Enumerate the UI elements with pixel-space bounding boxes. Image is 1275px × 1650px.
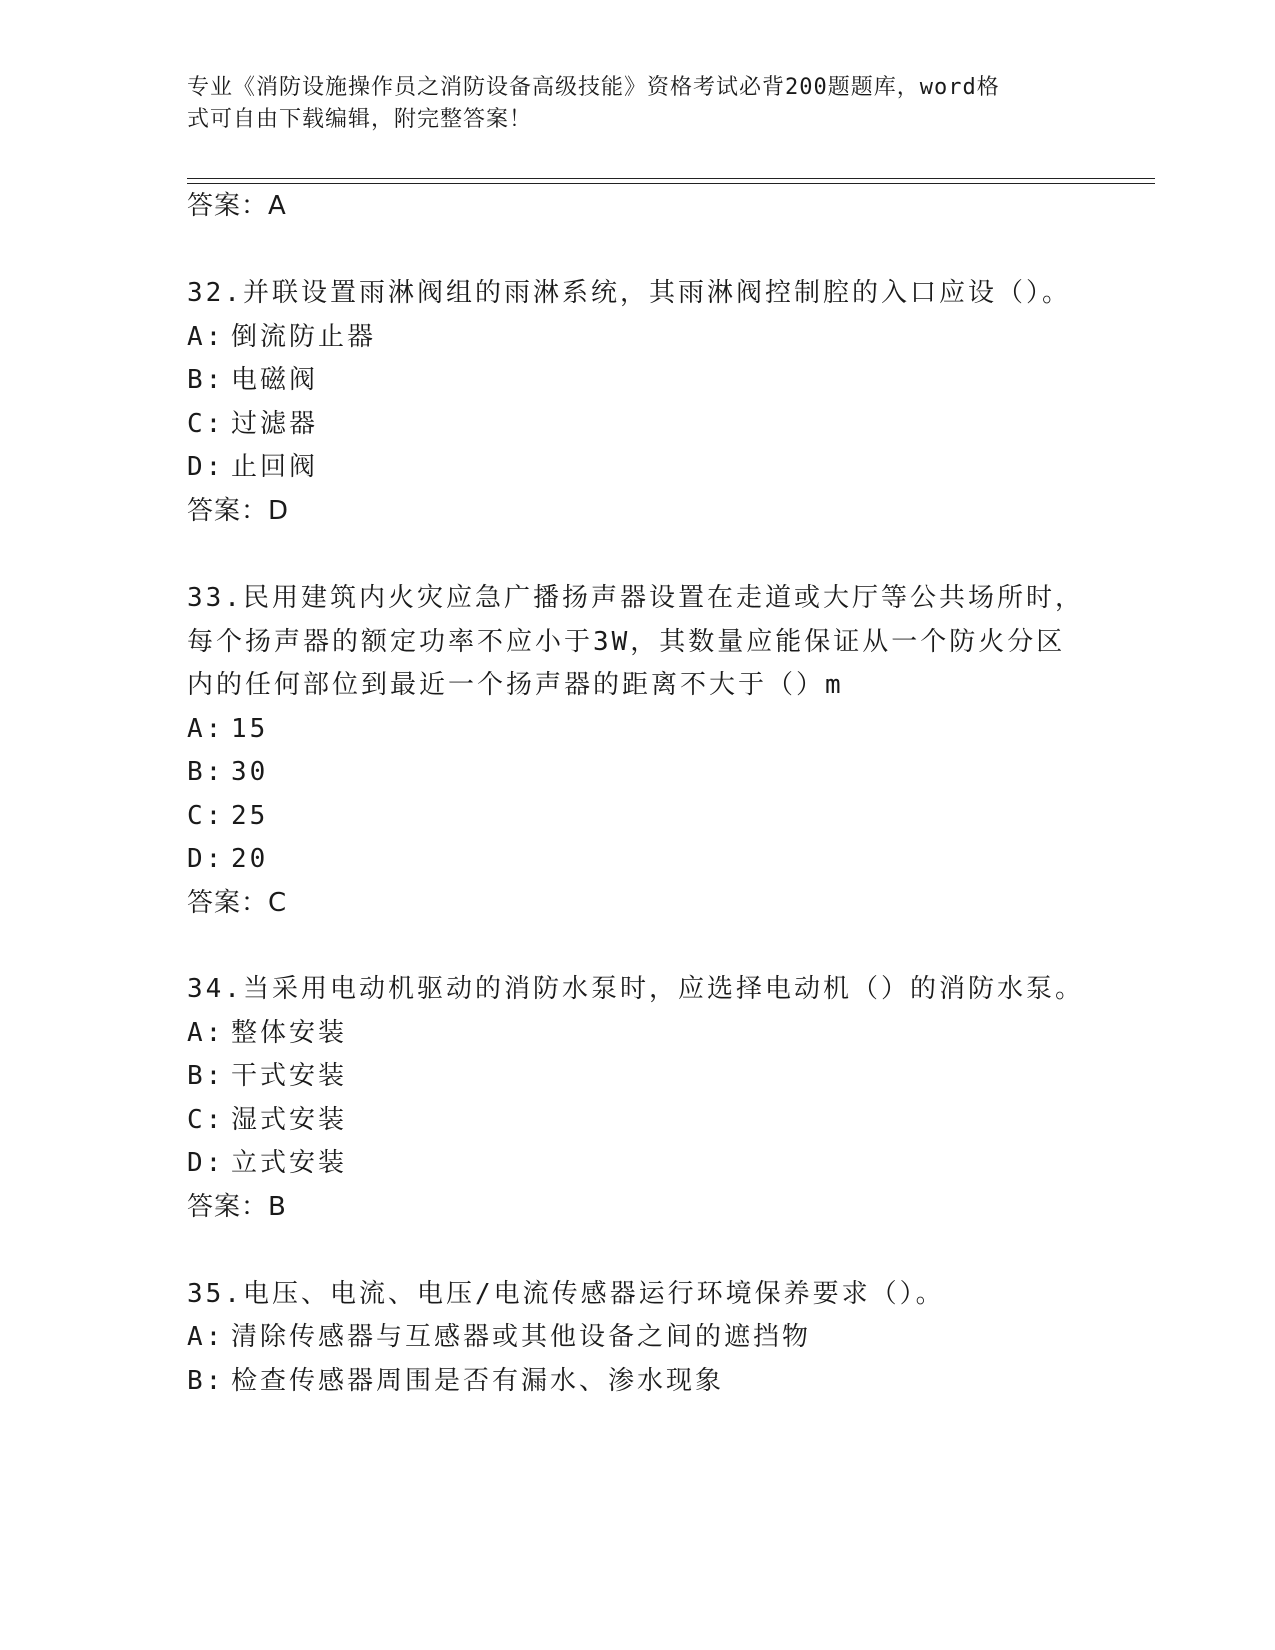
question-35-option-b [187, 1364, 724, 1398]
option-key: D: [187, 1148, 225, 1178]
option-text: 止回阀 [231, 452, 319, 482]
answer-33: 答案：C [187, 888, 288, 918]
option-key: B: [187, 1366, 225, 1396]
question-32-text: 32.并联设置雨淋阀组的雨淋系统，其雨淋阀控制腔的入口应设（）。 [187, 278, 1071, 308]
option-text: 30 [231, 757, 269, 787]
answer-34: 答案：B [187, 1192, 287, 1222]
option-key: B: [187, 757, 225, 787]
header-line-1: 专业《消防设施操作员之消防设备高级技能》资格考试必背200题题库，word格 [187, 75, 1000, 100]
option-text: 湿式安装 [231, 1105, 348, 1135]
option-text: 25 [231, 801, 269, 831]
question-35-option-a [187, 1320, 811, 1354]
option-text: 干式安装 [231, 1061, 348, 1091]
option-key: A: [187, 714, 225, 744]
option-key: C: [187, 801, 225, 831]
option-text: 20 [231, 844, 269, 874]
question-33-option-d [187, 842, 268, 876]
question-33-option-b [187, 755, 268, 789]
question-32-option-b [187, 363, 318, 397]
question-34-option-a [187, 1016, 347, 1050]
question-35-text: 35.电压、电流、电压/电流传感器运行环境保养要求（）。 [187, 1279, 945, 1309]
option-text: 检查传感器周围是否有漏水、渗水现象 [231, 1366, 725, 1396]
option-key: B: [187, 365, 225, 395]
header-line-2: 式可自由下载编辑，附完整答案！ [187, 107, 533, 132]
question-32-option-d [187, 450, 318, 484]
answer-32: 答案：D [187, 496, 290, 526]
question-34-option-c [187, 1103, 347, 1137]
option-key: A: [187, 1018, 225, 1048]
option-text: 电磁阀 [231, 365, 319, 395]
option-text: 过滤器 [231, 409, 319, 439]
option-key: A: [187, 322, 225, 352]
option-text: 立式安装 [231, 1148, 348, 1178]
question-33-option-c [187, 799, 268, 833]
header-rule-top [187, 178, 1155, 179]
header-rule-bottom [187, 183, 1155, 184]
question-33-option-a [187, 712, 268, 746]
question-33-line-1: 33.民用建筑内火灾应急广播扬声器设置在走道或大厅等公共场所时， [187, 583, 1084, 613]
question-33-line-3: 内的任何部位到最近一个扬声器的距离不大于（）m [187, 670, 844, 700]
option-text: 15 [231, 714, 269, 744]
question-34-text: 34.当采用电动机驱动的消防水泵时，应选择电动机（）的消防水泵。 [187, 974, 1084, 1004]
option-key: C: [187, 1105, 225, 1135]
question-34-option-d [187, 1146, 347, 1180]
option-key: D: [187, 452, 225, 482]
option-key: D: [187, 844, 225, 874]
question-32-option-c [187, 407, 318, 441]
option-text: 清除传感器与互感器或其他设备之间的遮挡物 [231, 1322, 812, 1352]
answer-31: 答案：A [187, 191, 287, 221]
option-key: B: [187, 1061, 225, 1091]
document-header [187, 72, 1077, 136]
question-34-option-b [187, 1059, 347, 1093]
question-33-line-2: 每个扬声器的额定功率不应小于3W，其数量应能保证从一个防火分区 [187, 627, 1066, 657]
option-key: A: [187, 1322, 225, 1352]
question-32-option-a [187, 320, 376, 354]
option-text: 倒流防止器 [231, 322, 377, 352]
option-text: 整体安装 [231, 1018, 348, 1048]
option-key: C: [187, 409, 225, 439]
